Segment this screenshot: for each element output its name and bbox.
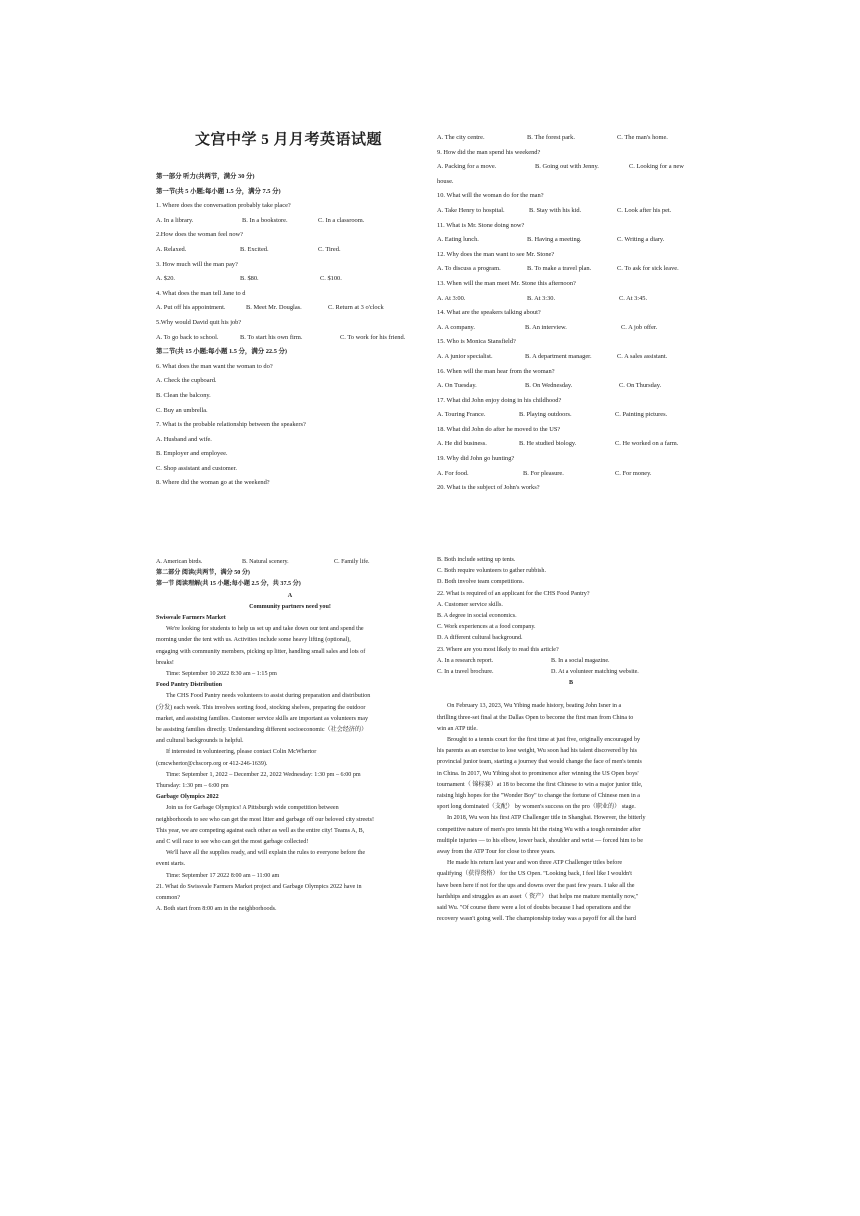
- option-21a: A. Both start from 8:00 am in the neighborhoods.: [156, 906, 277, 913]
- option-7b: B. Employer and employee.: [156, 450, 228, 458]
- garbage-olympics-text-3: This year, we are competing against each other as well as the entire city! Teams A, B,: [156, 827, 365, 834]
- farmers-market-text-1: We're looking for students to help us set up and take down our tent and spend the: [166, 626, 364, 633]
- passage-b-p4-1: He made his return last year and won three ATP Challenger titles before: [447, 860, 623, 867]
- option-22d: D. A different cultural background.: [437, 635, 523, 642]
- garbage-olympics-text-6: event starts.: [156, 861, 186, 868]
- passage-b-p3-4: away from the ATP Tour for close to three years.: [437, 849, 556, 856]
- section2-heading: 第二节(共 15 小题;每小题 1.5 分，满分 22.5 分): [156, 348, 288, 356]
- option-21d: D. Both involve team competitions.: [437, 579, 524, 586]
- question-9-cont: house.: [437, 177, 454, 185]
- options-23cd: C. In a travel brochure. D. At a volunteer matching website.: [437, 669, 639, 676]
- passage-b-p1-1: On February 13, 2023, Wu Yibing made history, beating John Isner in a: [447, 703, 622, 710]
- food-pantry-text-3: market, and assisting families. Customer service skills are important as volunteers may: [156, 715, 369, 722]
- option-6b: B. Clean the balcony.: [156, 391, 211, 399]
- option-7c: C. Shop assistant and customer.: [156, 464, 237, 472]
- part1-heading: 第一部分 听力(共两节，满分 30 分): [156, 173, 255, 180]
- question-1: 1. Where does the conversation probably take place?: [156, 202, 291, 210]
- option-21c: C. Both require volunteers to gather rubbish.: [437, 568, 546, 575]
- options-19: A. For food. B. For pleasure. C. For money.: [437, 469, 652, 477]
- food-pantry-text-1: The CHS Food Pantry needs volunteers to assist during preparation and distribution: [166, 693, 371, 700]
- passage-b-p4-6: recovery wasn't going well. The championship today was a payoff for all the hard: [437, 916, 636, 923]
- options-1: A. In a library. B. In a bookstore. C. In a classroom.: [156, 216, 365, 224]
- garbage-olympics-time: Time: September 17 2022 8:00 am – 11:00 am: [166, 872, 280, 879]
- options-18: A. He did business. B. He studied biology. C. He worked on a farm.: [437, 440, 679, 448]
- passage-b-p1-2: thrilling three-set final at the Dallas Open to become the first man from China to: [437, 714, 634, 721]
- question-14: 14. What are the speakers talking about?: [437, 309, 541, 317]
- option-22c: C. Work experiences at a food company.: [437, 624, 536, 631]
- question-18: 18. What did John do after he moved to the US?: [437, 425, 561, 433]
- section1-heading: 第一节(共 5 小题;每小题 1.5 分，满分 7.5 分): [156, 187, 281, 195]
- options-5: A. To go back to school. B. To start his own firm. C. To work for his friend.: [156, 333, 406, 341]
- passage-b-p1-3: win an ATP title.: [437, 725, 478, 732]
- question-20: 20. What is the subject of John's works?: [437, 484, 540, 492]
- passage-b-p2-7: sport long dominated（支配） by women's success on the pro（职业的） stage.: [437, 804, 636, 811]
- option-7a: A. Husband and wife.: [156, 435, 212, 443]
- food-pantry-contact-1: If interested in volunteering, please contact Colin McWhertor: [166, 749, 317, 756]
- options-8: A. The city centre. B. The forest park. C. The man's home.: [437, 134, 668, 141]
- options-17: A. Touring France. B. Playing outdoors. C. Painting pictures.: [437, 411, 668, 419]
- bottom-right-column: [437, 555, 705, 926]
- question-3: 3. How much will the man pay?: [156, 260, 238, 268]
- garbage-olympics-text-2: neighborhoods to see who can get the most litter and garbage off our beloved city streets!: [156, 816, 375, 823]
- options-4: A. Put off his appointment. B. Meet Mr. Douglas. C. Return at 3 o'clock: [156, 304, 384, 312]
- top-left-column: [156, 170, 421, 491]
- question-17: 17. What did John enjoy doing in his childhood?: [437, 396, 562, 404]
- question-5: 5.Why would David quit his job?: [156, 318, 242, 326]
- question-22: 22. What is required of an applicant for the CHS Food Pantry?: [437, 590, 590, 597]
- bottom-left-column: [156, 557, 424, 916]
- farmers-market-text-3: engaging with community members, picking up litter, handling small sales and lots of: [156, 648, 366, 655]
- question-19: 19. Why did John go hunting?: [437, 455, 515, 463]
- passage-a-label: A: [287, 592, 293, 599]
- question-6: 6. What does the man want the woman to do?: [156, 362, 273, 370]
- food-pantry-time-1: Time: September 1, 2022 – December 22, 2022 Wednesday: 1:30 pm – 6:00 pm: [166, 771, 361, 778]
- passage-b-p4-3: have been here if not for the ups and downs over the past few years. I take all the: [437, 882, 635, 889]
- passage-b-p2-4: in China. In 2017, Wu Yibing shot to prominence after winning the US Open boys': [437, 770, 639, 777]
- question-10: 10. What will the woman do for the man?: [437, 192, 544, 200]
- options-11: A. Eating lunch. B. Having a meeting. C. Writing a diary.: [437, 236, 665, 244]
- options-3: A. $20. B. $80. C. $100.: [156, 275, 342, 283]
- option-6a: A. Check the cupboard.: [156, 377, 217, 385]
- farmers-market-text-4: breaks!: [156, 659, 174, 666]
- passage-b-p2-3: provincial junior team, starting a journey that would change the face of men's tennis: [437, 759, 642, 766]
- food-pantry-time-2: Thursday: 1:30 pm – 6:00 pm: [156, 783, 229, 790]
- question-9: 9. How did the man spend his weekend?: [437, 148, 541, 156]
- question-12: 12. Why does the man want to see Mr. Stone?: [437, 250, 555, 258]
- question-4: 4. What does the man tell Jane to d: [156, 289, 246, 297]
- page-title: 文宫中学 5 月月考英语试题: [195, 132, 383, 148]
- options-14: A. A company. B. An interview. C. A job offer.: [437, 323, 658, 331]
- question-2: 2.How does the woman feel now?: [156, 231, 243, 239]
- options-10: A. Take Henry to hospital. B. Stay with his kid. C. Look after his pet.: [437, 206, 672, 214]
- question-23: 23. Where are you most likely to read this article?: [437, 646, 559, 653]
- farmers-market-text-2: morning under the tent with us. Activities include some heavy lifting (optional),: [156, 637, 351, 644]
- options-2: A. Relaxed. B. Excited. C. Tired.: [156, 245, 341, 253]
- passage-b-p4-4: hardships and struggles as an asset（ 资产） that helps me mature mentally now,": [437, 893, 639, 900]
- farmers-market-time: Time: September 10 2022 8:30 am – 1:15 pm: [166, 671, 277, 678]
- passage-a-title: Community partners need you!: [249, 603, 331, 610]
- food-pantry-text-4: be assisting families directly. Understanding different socioeconomic（社会经济的）: [156, 727, 368, 734]
- option-22a: A. Customer service skills.: [437, 601, 503, 608]
- options-13: A. At 3:00. B. At 3:30. C. At 3:45.: [437, 294, 648, 302]
- passage-b-label: B: [568, 680, 574, 687]
- options-15: A. A junior specialist. B. A department manager. C. A sales assistant.: [437, 352, 668, 360]
- options-20: A. American birds. B. Natural scenery. C. Family life.: [156, 559, 370, 565]
- question-16: 16. When will the man hear from the woman?: [437, 367, 555, 375]
- question-13: 13. When will the man meet Mr. Stone this afternoon?: [437, 279, 576, 287]
- reading-section-heading: 第一节 阅读理解(共 15 小题;每小题 2.5 分，共 37.5 分): [156, 581, 301, 588]
- passage-b-p3-1: In 2018, Wu won his first ATP Challenger title in Shanghai. However, the bitterly: [447, 815, 646, 822]
- passage-b-p4-2: qualifying（获得资格） for the US Open. "Looking back, I feel like I wouldn't: [437, 871, 632, 878]
- part2-heading: 第二部分 阅读(共两节，满分 50 分): [156, 570, 250, 577]
- food-pantry-heading: Food Pantry Distribution: [156, 682, 223, 689]
- food-pantry-text-5: and cultural backgrounds is helpful.: [156, 738, 244, 745]
- farmers-market-heading: Swissvale Farmers Market: [156, 615, 226, 622]
- options-12: A. To discuss a program. B. To make a travel plan. C. To ask for sick leave.: [437, 265, 679, 273]
- passage-b-p2-5: tournament（ 锦标赛）at 18 to become the first Chinese to win a major junior title,: [437, 781, 643, 788]
- question-7: 7. What is the probable relationship between the speakers?: [156, 421, 306, 429]
- question-8: 8. Where did the woman go at the weekend?: [156, 479, 270, 487]
- passage-b-p3-3: multiple injuries — to his elbow, lower back, shoulder and wrist — forced him to be: [437, 837, 643, 844]
- passage-b-p4-5: said Wu. "Of course there were a lot of doubts because I had operations and the: [437, 905, 631, 912]
- options-9: A. Packing for a move. B. Going out with Jenny. C. Looking for a new: [437, 163, 684, 171]
- options-16: A. On Tuesday. B. On Wednesday. C. On Thursday.: [437, 382, 662, 390]
- question-21-line-2: common?: [156, 895, 181, 902]
- garbage-olympics-text-5: We'll have all the supplies ready, and will explain the rules to everyone before the: [166, 850, 366, 857]
- option-22b: B. A degree in social economics.: [437, 613, 517, 620]
- food-pantry-text-2: (分发) each week. This involves sorting food, stocking shelves, preparing the outdoor: [156, 704, 366, 711]
- option-6c: C. Buy an umbrella.: [156, 406, 208, 414]
- passage-b-p2-2: his parents as an exercise to lose weight, Wu soon had his talent discovered by his: [437, 748, 638, 755]
- food-pantry-contact-2: (cmcwhertor@chscorp.org or 412-246-1639).: [156, 760, 268, 767]
- passage-b-p3-2: competitive nature of men's pro tennis hit the rising Wu with a tough reminder after: [437, 826, 641, 833]
- garbage-olympics-text-1: Join us for Garbage Olympics! A Pittsburgh wide competition between: [166, 805, 339, 812]
- top-right-column: [437, 131, 702, 496]
- question-11: 11. What is Mr. Stone doing now?: [437, 221, 525, 229]
- option-21b: B. Both include setting up tents.: [437, 557, 516, 563]
- passage-b-p2-1: Brought to a tennis court for the first time at just five, originally encouraged by: [447, 737, 641, 744]
- question-15: 15. Who is Monica Stansfield?: [437, 338, 516, 346]
- passage-b-p2-6: raising high hopes for the "Wonder Boy" to change the fortune of Chinese men in a: [437, 793, 640, 800]
- garbage-olympics-heading: Garbage Olympics 2022: [156, 794, 219, 801]
- garbage-olympics-text-4: and C will race to see who can get the most garbage collected!: [156, 839, 309, 846]
- options-23ab: A. In a research report. B. In a social magazine.: [437, 657, 610, 664]
- question-21-line-1: 21. What do Swissvale Farmers Market project and Garbage Olympics 2022 have in: [156, 883, 362, 890]
